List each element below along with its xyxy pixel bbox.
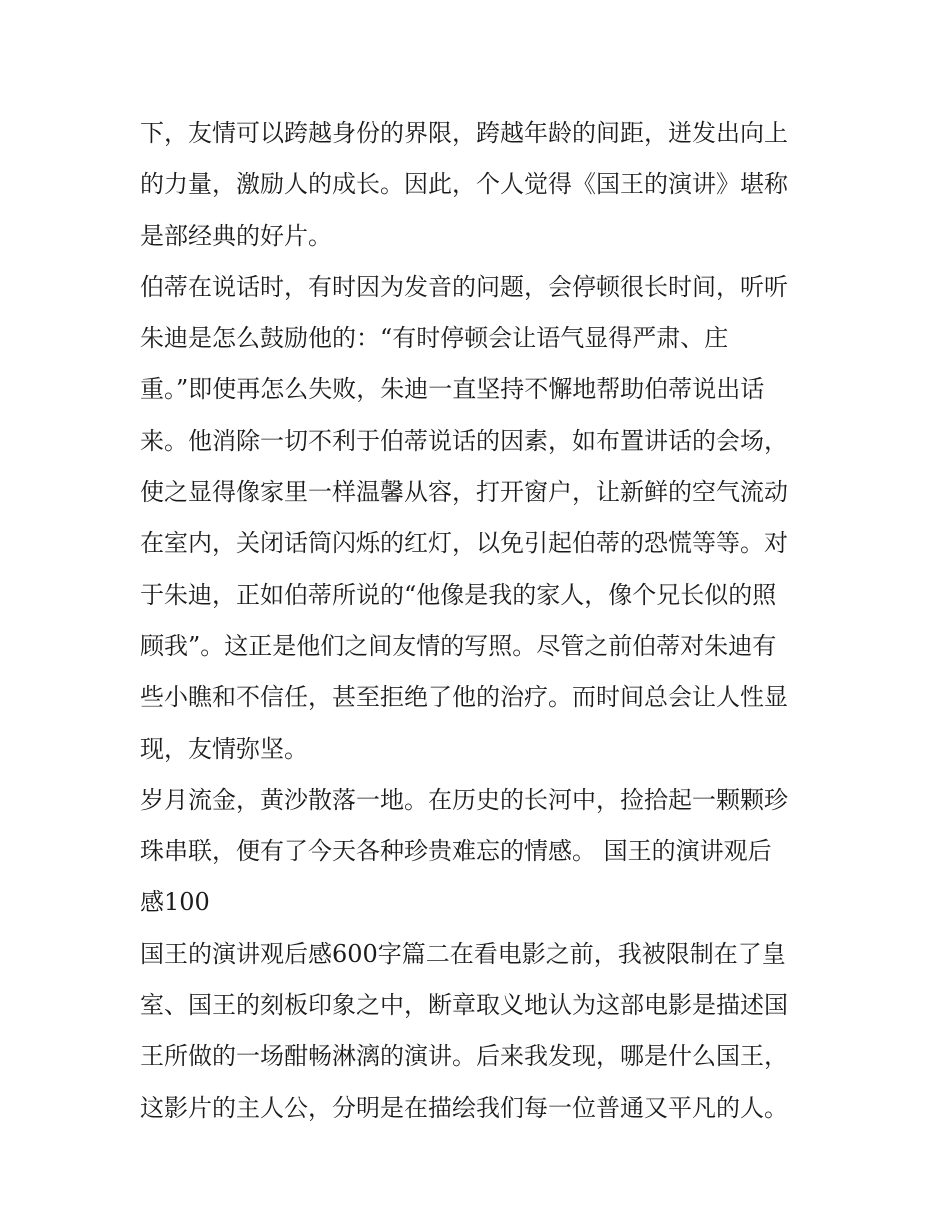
text-line: 感100 (140, 888, 210, 917)
text-line: 岁月流金，黄沙散落一地。在历史的长河中，捡拾起一颗颗珍 (140, 785, 788, 814)
text-line: 来。他消除一切不利于伯蒂说话的因素，如布置讲话的会场， (140, 426, 788, 455)
text-line: 现，友情弥坚。 (140, 734, 308, 763)
text-line: 些小瞧和不信任，甚至拒绝了他的治疗。而时间总会让人性显 (140, 683, 788, 712)
text-line: 朱迪是怎么鼓励他的：“有时停顿会让语气显得严肃、庄 (140, 324, 729, 353)
text-line: 王所做的一场酣畅淋漓的演讲。后来我发现，哪是什么国王， (140, 1042, 788, 1071)
text-line: 使之显得像家里一样温馨从容，打开窗户，让新鲜的空气流动 (140, 478, 788, 507)
text-line: 的力量，激励人的成长。因此，个人觉得《国王的演讲》堪称 (140, 170, 788, 199)
text-line: 这影片的主人公，分明是在描绘我们每一位普通又平凡的人。 (140, 1093, 788, 1122)
text-line: 顾我”。这正是他们之间友情的写照。尽管之前伯蒂对朱迪有 (140, 631, 777, 660)
text-line: 于朱迪，正如伯蒂所说的“他像是我的家人，像个兄长似的照 (140, 580, 777, 609)
text-line: 是部经典的好片。 (140, 221, 332, 250)
text-line: 国王的演讲观后感600字篇二在看电影之前，我被限制在了皇 (140, 939, 786, 968)
text-line: 在室内，关闭话筒闪烁的红灯，以免引起伯蒂的恐慌等等。对 (140, 529, 788, 558)
text-line: 下，友情可以跨越身份的界限，跨越年龄的间距，迸发出向上 (140, 119, 788, 147)
text-line: 伯蒂在说话时，有时因为发音的问题，会停顿很长时间，听听 (140, 272, 788, 301)
document-body (140, 108, 820, 1134)
text-line: 室、国王的刻板印象之中，断章取义地认为这部电影是描述国 (140, 991, 788, 1020)
text-line: 重。”即使再怎么失败，朱迪一直坚持不懈地帮助伯蒂说出话 (140, 375, 765, 404)
text-line: 珠串联，便有了今天各种珍贵难忘的情感。 国王的演讲观后 (140, 837, 772, 866)
